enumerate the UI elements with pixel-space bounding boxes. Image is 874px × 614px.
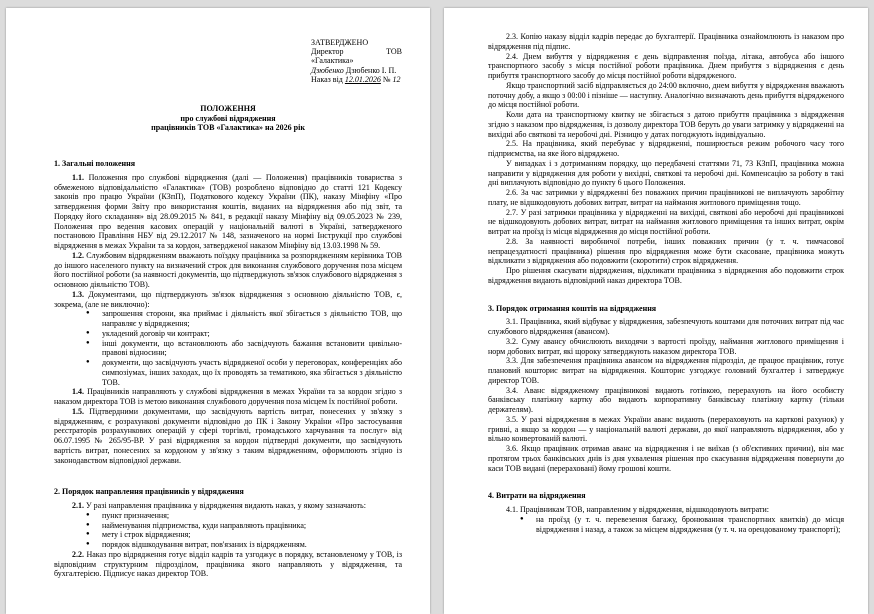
paragraph-number: 2.1. bbox=[72, 501, 84, 511]
list-item: ● найменування підприємства, куди направляють працівника; bbox=[102, 521, 402, 531]
document-title bbox=[54, 104, 402, 133]
section-4-heading: 4. Витрати на відрядження bbox=[488, 491, 586, 501]
paragraph-2-5-b: У випадках і з дотриманням порядку, що передбачені статтями 71, 73 КЗпП, працівника можна направити у відрядження для роботи у вихідні, святкові та неробочі дні. Компенсацію за роботу в такі дні виплачують відповідно до пункту 6 цього Положення. bbox=[488, 158, 844, 188]
bullet-list-4 bbox=[488, 515, 844, 535]
paragraph-3-3: 3.3. Для забезпечення працівника авансом на відрядження підрозділ, де працює працівник, готує плановий кошторис витрат на відрядження. Кошторис узгоджує головний бухгалтер і затверджує директор ТОВ. bbox=[488, 356, 844, 385]
paragraph-2-5: 2.5. На працівника, який перебуває у відрядженні, поширюється режим робочого часу того підприємства, на яке його відряджено. bbox=[488, 139, 844, 158]
paragraph-3-2: 3.2. Суму авансу обчислюють виходячи з вартості проїзду, наймання житлового приміщення і норм добових витрат, які щороку затверджують наказом директора ТОВ. bbox=[488, 336, 844, 356]
paragraph-1-2 bbox=[54, 251, 402, 290]
paragraph-text: У разі направлення працівника у відрядження видають наказ, у якому зазначають: bbox=[86, 501, 366, 511]
paragraph-1-1 bbox=[54, 173, 402, 251]
paragraph-number: 1.4. bbox=[72, 387, 84, 397]
paragraph-text: Підтвердними документами, що засвідчують вартість витрат, понесених у зв'язку з відрядженням, є розрахункові документи відповідно до ПК і Закону України «Про застосування реєстраторів розрахункових операцій у сфері торгівлі, громадського харчування та послуг» від 06.07.1995 № 265/95-ВР. У разі відрядження за кордон підтвердні документи, що засвідчують вартість витрат, понесених за кордоном у зв'язку з таким відрядженням, оформлюють згідно із законодавством відповідної держави. bbox=[54, 406, 402, 465]
paragraph-3-6: 3.6. Якщо працівник отримав аванс на відрядження і не виїхав (з об'єктивних причин), він має протягом трьох банківських днів із дня ухвалення рішення про скасування відрядження повернути до каси ТОВ видані (перераховані) йому грошові кошти. bbox=[488, 444, 844, 473]
paragraph-1-4 bbox=[54, 387, 402, 407]
list-item: ● укладений договір чи контракт; bbox=[102, 329, 402, 339]
paragraph-text: Документами, що підтверджують зв'язок відрядження з основною діяльністю ТОВ, є, зокрема, (але не виключно): bbox=[54, 289, 402, 309]
paragraph-text: Положення про службові відрядження (далі — Положення) працівників товариства з обмеженою відповідальністю «Галактика» (ТОВ) розроблено відповідно до статті 121 Кодексу законів про працю України (КЗпП), Податкового кодексу України (ПК), наказу Мінфіну «Про затвердження форми Звіту про використання коштів, виданих на відрядження або під звіт, та Порядку його складання» від 28.09.2015 № 841, в редакції наказу Мінфіну від 09.05.2023 № 239, Положення про ведення касових операцій у національній валюті в Україні, затвердженого постановою Правління НБУ від 29.12.2017 № 148, зазначеного на нормі Інструкції про службові відрядження в межах України та за кордон, затвердженої наказом Мінфіну від 13.03.1998 № 59. bbox=[54, 172, 403, 251]
paragraph-1-5 bbox=[54, 407, 402, 466]
approval-heading: ЗАТВЕРДЖЕНО bbox=[311, 38, 369, 47]
list-item: ● запрошення сторони, яка приймає і діяльність якої збігається з діяльністю ТОВ, що направляє у відрядження; bbox=[102, 309, 402, 329]
paragraph-4-1: 4.1. Працівникам ТОВ, направленим у відрядження, відшкодовують витрати: bbox=[506, 505, 769, 514]
paragraph-2-6: 2.6. За час затримки у відрядженні без поважних причин працівникові не виплачують заробітну плату, не відшкодовують добових витрат, витрат на наймання житлового приміщення тощо. bbox=[488, 188, 844, 207]
list-item: ● порядок відшкодування витрат, пов'язаних із відрядженням. bbox=[102, 540, 402, 550]
paragraph-number: 1.2. bbox=[72, 250, 84, 260]
order-prefix: Наказ від bbox=[311, 74, 343, 84]
paragraph-text: Працівників направляють у службові відрядження в межах України та за кордон згідно з наказом директора ТОВ із метою виконання службового доручення поза місцем їх постійної роботи. bbox=[54, 387, 403, 407]
paragraph-2-1 bbox=[54, 501, 402, 511]
paragraph-number: 1.5. bbox=[72, 406, 84, 416]
paragraph-number: 2.2. bbox=[72, 549, 84, 559]
section-3-heading: 3. Порядок отримання коштів на відрядження bbox=[488, 303, 657, 313]
paragraph-2-4-c: Коли дата на транспортному квитку не збігається з датою прибуття працівника з відрядження згідно з наказом про відрядження, із дозволу директора ТОВ беруть до уваги затримку у відрядженні на вихідні або святкові та неробочі дні. Різницю у датах погоджують індивідуально. bbox=[488, 110, 844, 139]
document-page-1 bbox=[6, 8, 430, 614]
list-item: ● документи, що засвідчують участь відрядженої особи у переговорах, конференціях або симпозіумах, інших заходах, що їх проводять за тематикою, яка збігається з діяльністю ТОВ. bbox=[102, 358, 402, 387]
paragraph-3-5: 3.5. У разі відрядження в межах України аванс видають (перераховують на карткові рахунок) у гривні, а якщо за кордон — у національній валюті держави, до якої направляють відрядження, або у вільно конвертованій валюті. bbox=[488, 414, 844, 444]
approval-name: Дзюбенко І. П. bbox=[345, 65, 397, 75]
order-date: 12.01.2026 bbox=[344, 74, 381, 84]
title-line-2: про службові відрядження bbox=[180, 113, 276, 123]
approval-order bbox=[311, 75, 402, 84]
paragraph-2-3: 2.3. Копію наказу відділ кадрів передає до бухгалтерії. Працівника ознайомлюють із наказом про відрядження під підпис. bbox=[488, 32, 844, 51]
paragraph-2-8: 2.8. За наявності виробничої потреби, інших поважних причин (у т. ч. тимчасової непрацездатності працівника) рішення про відрядження може бути скасоване, працівника можуть відкликати з відрядження або подовжити (скоротити) строк відрядження. bbox=[488, 236, 844, 266]
title-line-1: ПОЛОЖЕННЯ bbox=[200, 103, 256, 113]
approval-stamp bbox=[311, 38, 402, 84]
paragraph-text: Службовим відрядженням вважають поїздку працівника за розпорядженням керівника ТОВ до іншого населеного пункту на визначений строк для виконання службового доручення поза місцем його постійної роботи (за наявності документів, що підтверджують зв'язок службового відрядження з основною діяльністю ТОВ). bbox=[54, 250, 403, 290]
list-item: ● інші документи, що встановлюють або засвідчують бажання встановити цивільно-правові відносини; bbox=[102, 339, 402, 359]
paragraph-2-8-b: Про рішення скасувати відрядження, відкликати працівника з відрядження або подовжити строк відрядження видають відповідний наказ директора ТОВ. bbox=[488, 266, 844, 285]
list-item: ● пункт призначення; bbox=[102, 511, 402, 521]
paragraph-2-2 bbox=[54, 550, 402, 579]
paragraph-2-4: 2.4. Днем вибуття у відрядження є день відправлення поїзда, літака, автобуса або іншого транспортного засобу з місця постійної роботи працівника. Днем прибуття з відрядження є день прибуття транспортного засобу до місця постійної роботи відрядженого. bbox=[488, 51, 844, 80]
paragraph-3-1: 3.1. Працівника, який відбуває у відрядження, забезпечують коштами для поточних витрат під час службового відрядження (авансом). bbox=[488, 317, 844, 336]
approval-signature: Дзюбенко bbox=[311, 65, 344, 75]
list-item: ● мету і строк відрядження; bbox=[102, 530, 402, 540]
paragraph-number: 1.1. bbox=[72, 172, 84, 182]
approval-position: Директор ТОВ «Галактика» bbox=[311, 47, 402, 66]
paragraph-3-4: 3.4. Аванс відрядженому працівникові видають готівкою, перерахують на його особисту банківську платіжну картку або видають корпоративну банківську платіжну картку (тільки держателям). bbox=[488, 385, 844, 414]
paragraph-2-7: 2.7. У разі затримки працівника у відрядженні на вихідні, святкові або неробочі дні працівникові не відшкодовують добових витрат, витрат на наймання житлового приміщення та інших витрат, окрім витрат на проїзд із місця відрядження до місця постійної роботи. bbox=[488, 207, 844, 236]
section-1-heading: 1. Загальні положення bbox=[54, 159, 136, 169]
approval-signature-line bbox=[311, 66, 402, 75]
paragraph-1-3 bbox=[54, 290, 402, 310]
order-number: 12 bbox=[392, 74, 401, 84]
paragraph-text: Наказ про відрядження готує відділ кадрів та узгоджує в порядку, встановленому у ТОВ, із відповідним структурним підрозділом, працівника якого направляють у відрядження, та бухгалтерією. Підписує наказ директор ТОВ. bbox=[54, 549, 403, 579]
bullet-list-1 bbox=[54, 309, 402, 387]
list-item: ● на проїзд (у т. ч. перевезення багажу, бронювання транспортних квитків) до місця відрядження і назад, а також за місцем відрядження (у т. ч. на орендованому транспорті); bbox=[536, 515, 844, 535]
order-number-prefix: № bbox=[382, 74, 391, 84]
document-page-2 bbox=[444, 8, 868, 614]
section-2-heading: 2. Порядок направлення працівників у відрядження bbox=[54, 487, 244, 497]
title-line-3: працівників ТОВ «Галактика» на 2026 рік bbox=[151, 123, 305, 133]
paragraph-2-4-b: Якщо транспортний засіб відправляється до 24:00 включно, днем вибуття у відрядження вважають поточну добу, а якщо з 00:00 і пізніше — наступну. Аналогічно визначають день прибуття відрядженого до місця постійної роботи. bbox=[488, 80, 844, 110]
paragraph-number: 1.3. bbox=[72, 289, 84, 299]
bullet-list-2 bbox=[54, 511, 402, 550]
